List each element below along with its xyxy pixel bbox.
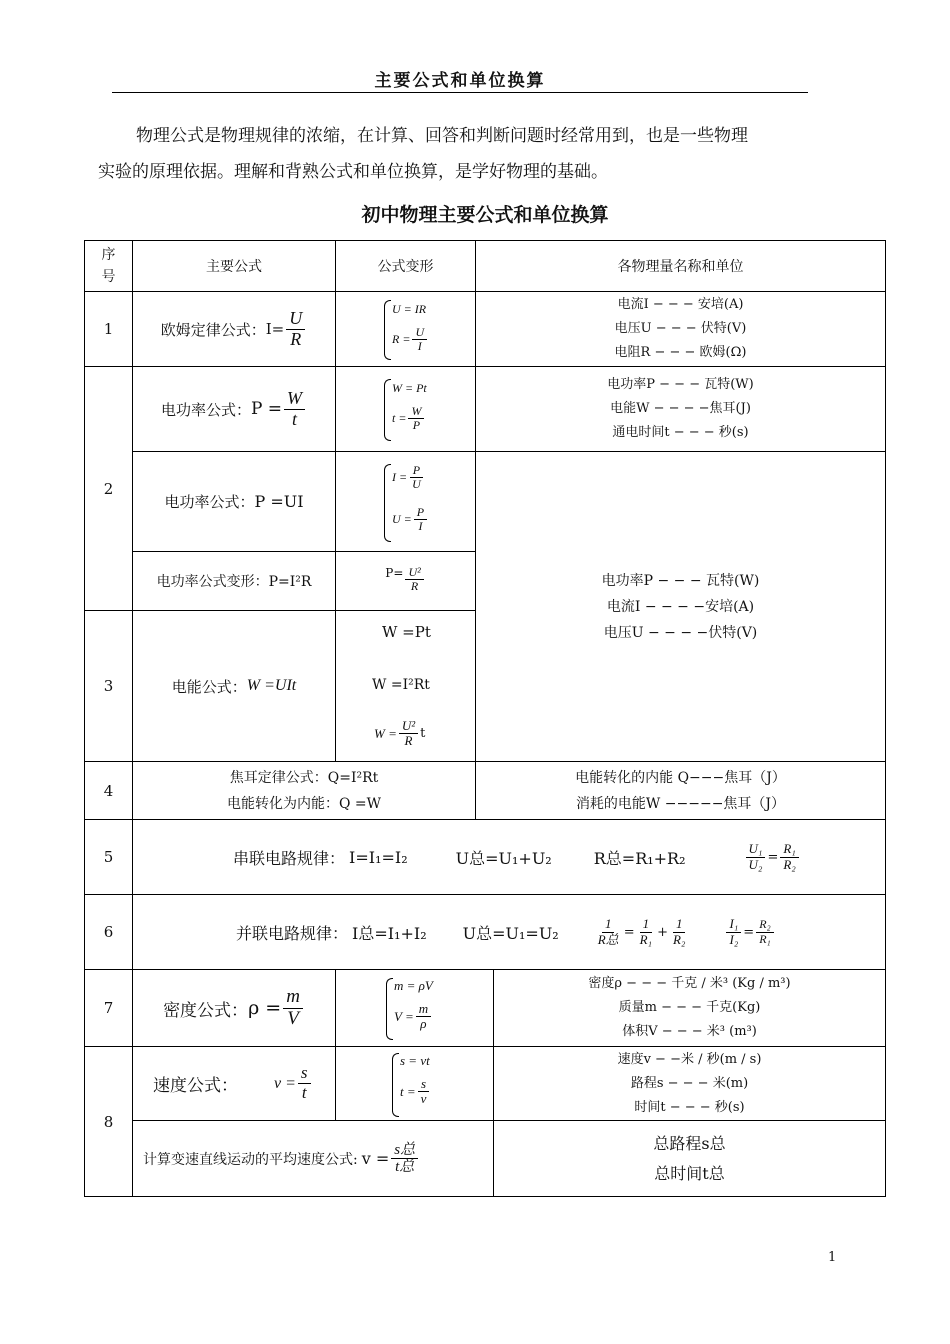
row-number: 5 (103, 848, 114, 866)
unit-line: 电能W − − − −焦耳(J) (610, 401, 751, 416)
series-circuit-rules (133, 820, 885, 894)
variant-lhs: V = (394, 1008, 414, 1024)
formula-line: 电能转化为内能：Q =W (226, 795, 382, 812)
col-header-seq-a: 序 (101, 247, 116, 263)
variant-lhs: I = (392, 470, 408, 485)
unit-line: 电功率P − − − 瓦特(W) (601, 572, 760, 589)
formula-part: U总=U₁+U₂ (455, 848, 552, 868)
brace-icon (386, 978, 393, 1040)
numerator: U² (405, 566, 423, 580)
unit-line: 电流I − − − −安培(A) (606, 598, 755, 615)
formula-label: 计算变速直线运动的平均速度公式: (143, 1151, 358, 1168)
denominator: ρ (420, 1016, 427, 1032)
unit-line: 体积V − − − 米³ (m³) (622, 1024, 757, 1039)
density-formula (133, 970, 335, 1046)
formula-expression: W =UIt (246, 677, 297, 694)
variant-line: W =I²Rt (372, 677, 430, 693)
numerator: R₂ (756, 918, 774, 932)
unit-line: 电流I − − − 安培(A) (617, 297, 744, 312)
average-speed-units (494, 1121, 885, 1196)
average-speed-formula (133, 1121, 493, 1196)
denominator: R₁ (759, 931, 771, 946)
formula-fraction (284, 389, 305, 430)
unit-line: 质量m − − − 千克(Kg) (618, 1000, 761, 1015)
variant-fraction (416, 1002, 431, 1032)
denominator: R₁ (639, 931, 653, 947)
variant-lhs: t = (392, 411, 407, 426)
energy-formula (133, 611, 335, 761)
power-variants (336, 367, 475, 451)
intro-paragraph (98, 118, 838, 190)
power-i2r-formula: 电功率公式变形：P=I²R (156, 574, 312, 590)
brace-icon (384, 300, 391, 360)
unit-line: 消耗的电能W −−−−−焦耳（J） (575, 795, 786, 812)
formula-fraction (286, 309, 305, 350)
unit-line: 速度v − −米 / 秒(m / s) (617, 1051, 762, 1067)
formula-line: 焦耳定律公式：Q=I²Rt (229, 769, 379, 786)
brace-icon (392, 1053, 399, 1117)
equals-sign: = (623, 924, 635, 940)
header-rule (112, 92, 808, 93)
row-number: 8 (103, 1112, 114, 1131)
formula-label: 速度公式： (153, 1076, 238, 1096)
reciprocal-fraction (595, 917, 622, 947)
denominator: R₂ (672, 931, 686, 947)
variant-line (392, 405, 426, 432)
numerator: s总 (391, 1142, 418, 1160)
denominator: R₂ (783, 856, 796, 872)
variant-line (400, 1077, 431, 1107)
variant-line (392, 506, 429, 533)
formula-lhs: P = (250, 399, 283, 419)
formula-label: 欧姆定律公式： (160, 320, 266, 339)
unit-line: 路程s − − − 米(m) (630, 1075, 749, 1091)
row-number: 7 (103, 999, 114, 1017)
denominator: v (420, 1091, 427, 1107)
denominator: R (404, 733, 413, 749)
power-units (476, 367, 885, 451)
joule-law-units (476, 762, 885, 819)
variant-fraction (405, 566, 423, 593)
numerator: s (298, 1064, 311, 1084)
col-header-units: 各物理量名称和单位 (617, 259, 744, 275)
variant-line (392, 464, 426, 491)
formula-label: 电功率公式： (164, 493, 255, 511)
formula-fraction (283, 987, 303, 1030)
numerator: P (410, 464, 423, 478)
formula-part: U总=U₁=U₂ (462, 923, 559, 943)
col-header-variant: 公式变形 (377, 259, 434, 275)
reciprocal-fraction (670, 917, 688, 947)
formula-label: 电能公式： (171, 677, 247, 696)
ratio-fraction (756, 918, 774, 945)
power-ui-variants (336, 452, 475, 551)
formula-fraction (391, 1142, 418, 1176)
unit-line: 电能转化的内能 Q−−−焦耳（J） (575, 769, 786, 786)
col-header-seq (85, 241, 132, 291)
formula-part: R总=R₁+R₂ (593, 848, 686, 868)
numerator: U₁ (746, 842, 766, 857)
numerator: m (283, 987, 303, 1009)
grid-line (885, 240, 886, 1196)
formula-part: I=I₁=I₂ (349, 847, 408, 867)
unit-line: 密度ρ − − − 千克 / 米³ (Kg / m³) (588, 976, 791, 991)
intro-line-2: 实验的原理依据。理解和背熟公式和单位换算，是学好物理的基础。 (98, 162, 608, 182)
variant-fraction (414, 506, 427, 533)
denominator: R (410, 579, 419, 594)
variant-lhs: U = (392, 512, 412, 527)
variant-tail: t (420, 726, 426, 742)
variant-fraction (409, 464, 424, 491)
row-number: 6 (103, 923, 114, 941)
ohm-law-variants (336, 292, 475, 366)
density-units (494, 970, 885, 1046)
variant-line (392, 326, 429, 353)
denominator: R总 (597, 931, 619, 947)
unit-line: 电压U − − − 伏特(V) (614, 321, 747, 336)
numerator: 1 (673, 917, 686, 932)
col-header-main: 主要公式 (206, 259, 262, 275)
numerator: P (414, 506, 427, 520)
denominator: V (287, 1007, 299, 1029)
variant-fraction (408, 405, 424, 432)
speed-formula (133, 1047, 335, 1120)
denominator: t (301, 1083, 307, 1102)
variant-fraction (399, 719, 418, 749)
formula-lhs: v = (274, 1074, 296, 1092)
denominator: t总 (395, 1159, 415, 1175)
unit-line: 电阻R − − − 欧姆(Ω) (614, 345, 747, 360)
unit-line: 电功率P − − − 瓦特(W) (607, 377, 754, 392)
variant-line: U = IR (392, 302, 427, 316)
formula-label: 串联电路规律： (233, 848, 346, 868)
denominator: P (412, 418, 421, 433)
numerator: 1 (640, 917, 653, 932)
denominator: I₂ (729, 931, 739, 947)
brace-icon (384, 379, 391, 441)
denominator: I (417, 339, 422, 354)
numerator: U² (399, 719, 418, 734)
page-number: 1 (828, 1250, 837, 1265)
power-formula (133, 367, 335, 451)
variant-line: m = ρV (394, 978, 433, 993)
unit-line: 通电时间t − − − 秒(s) (612, 425, 749, 440)
ohm-law-units (476, 292, 885, 366)
speed-variants (336, 1047, 493, 1120)
numerator: 1 (602, 917, 615, 932)
denominator: U₂ (748, 856, 763, 872)
power-ui-formula (133, 452, 335, 551)
formula-label: 电功率公式： (160, 400, 251, 419)
variant-line: W = Pt (392, 381, 427, 395)
row-number: 2 (103, 479, 114, 498)
variant-line (394, 1002, 433, 1032)
denominator: t (292, 408, 298, 429)
equals-sign: = (743, 924, 755, 940)
power-u2r-variant (336, 552, 475, 610)
formula-part: I总=I₁+I₂ (352, 923, 427, 943)
reciprocal-fraction (637, 917, 655, 947)
variant-lhs: R = (392, 332, 411, 347)
table-title: 初中物理主要公式和单位换算 (361, 204, 609, 226)
parallel-circuit-rules (133, 895, 885, 969)
ratio-fraction (780, 842, 798, 872)
page-header-title: 主要公式和单位换算 (374, 71, 546, 91)
equals-sign: = (767, 849, 779, 865)
variant-lhs: t = (400, 1083, 416, 1099)
variant-fraction (412, 326, 427, 353)
formula-fraction (298, 1064, 311, 1102)
row-number: 3 (103, 677, 114, 695)
shared-power-units (476, 452, 885, 761)
variant-lhs: P= (385, 566, 404, 580)
numerator: I₁ (726, 917, 741, 932)
numerator: U (286, 309, 305, 330)
formula-lhs: I= (265, 320, 285, 338)
variant-line: s = vt (400, 1053, 430, 1068)
intro-line-1: 物理公式是物理规律的浓缩，在计算、回答和判断问题时经常用到，也是一些物理 (136, 126, 748, 146)
brace-icon (384, 464, 391, 542)
numerator: m (416, 1002, 431, 1017)
row-number: 1 (103, 320, 114, 338)
plus-sign: + (657, 924, 668, 940)
variant-line (374, 719, 425, 749)
denominator: U (412, 477, 421, 492)
numerator: W (408, 405, 424, 419)
unit-line: 总路程s总 (653, 1133, 726, 1153)
row-number: 4 (103, 781, 114, 800)
formula-expression: P =UI (254, 492, 304, 511)
variant-fraction (418, 1077, 430, 1107)
numerator: s (418, 1077, 429, 1092)
ohm-law-formula (133, 292, 335, 366)
variant-line: W =Pt (382, 623, 431, 641)
col-header-seq-b: 号 (101, 269, 116, 285)
denominator: R (290, 328, 302, 349)
numerator: U (412, 326, 427, 340)
unit-line: 总时间t总 (654, 1163, 725, 1183)
ratio-fraction (726, 917, 741, 947)
energy-variants (336, 611, 475, 761)
unit-line: 时间t − − − 秒(s) (634, 1099, 745, 1115)
joule-law-formula (133, 762, 475, 819)
formula-label: 密度公式： (163, 1000, 249, 1021)
ratio-fraction (746, 842, 766, 872)
numerator: W (284, 389, 305, 410)
unit-line: 电压U − − − −伏特(V) (603, 624, 758, 641)
formula-label: 并联电路规律： (236, 923, 349, 943)
formula-lhs: v = (361, 1149, 390, 1168)
denominator: I (418, 519, 423, 534)
numerator: R₁ (780, 842, 798, 857)
variant-lhs: W = (374, 725, 397, 741)
grid-line (84, 1196, 886, 1197)
density-variants (336, 970, 493, 1046)
formula-lhs: ρ = (248, 997, 282, 1019)
speed-units (494, 1047, 885, 1120)
